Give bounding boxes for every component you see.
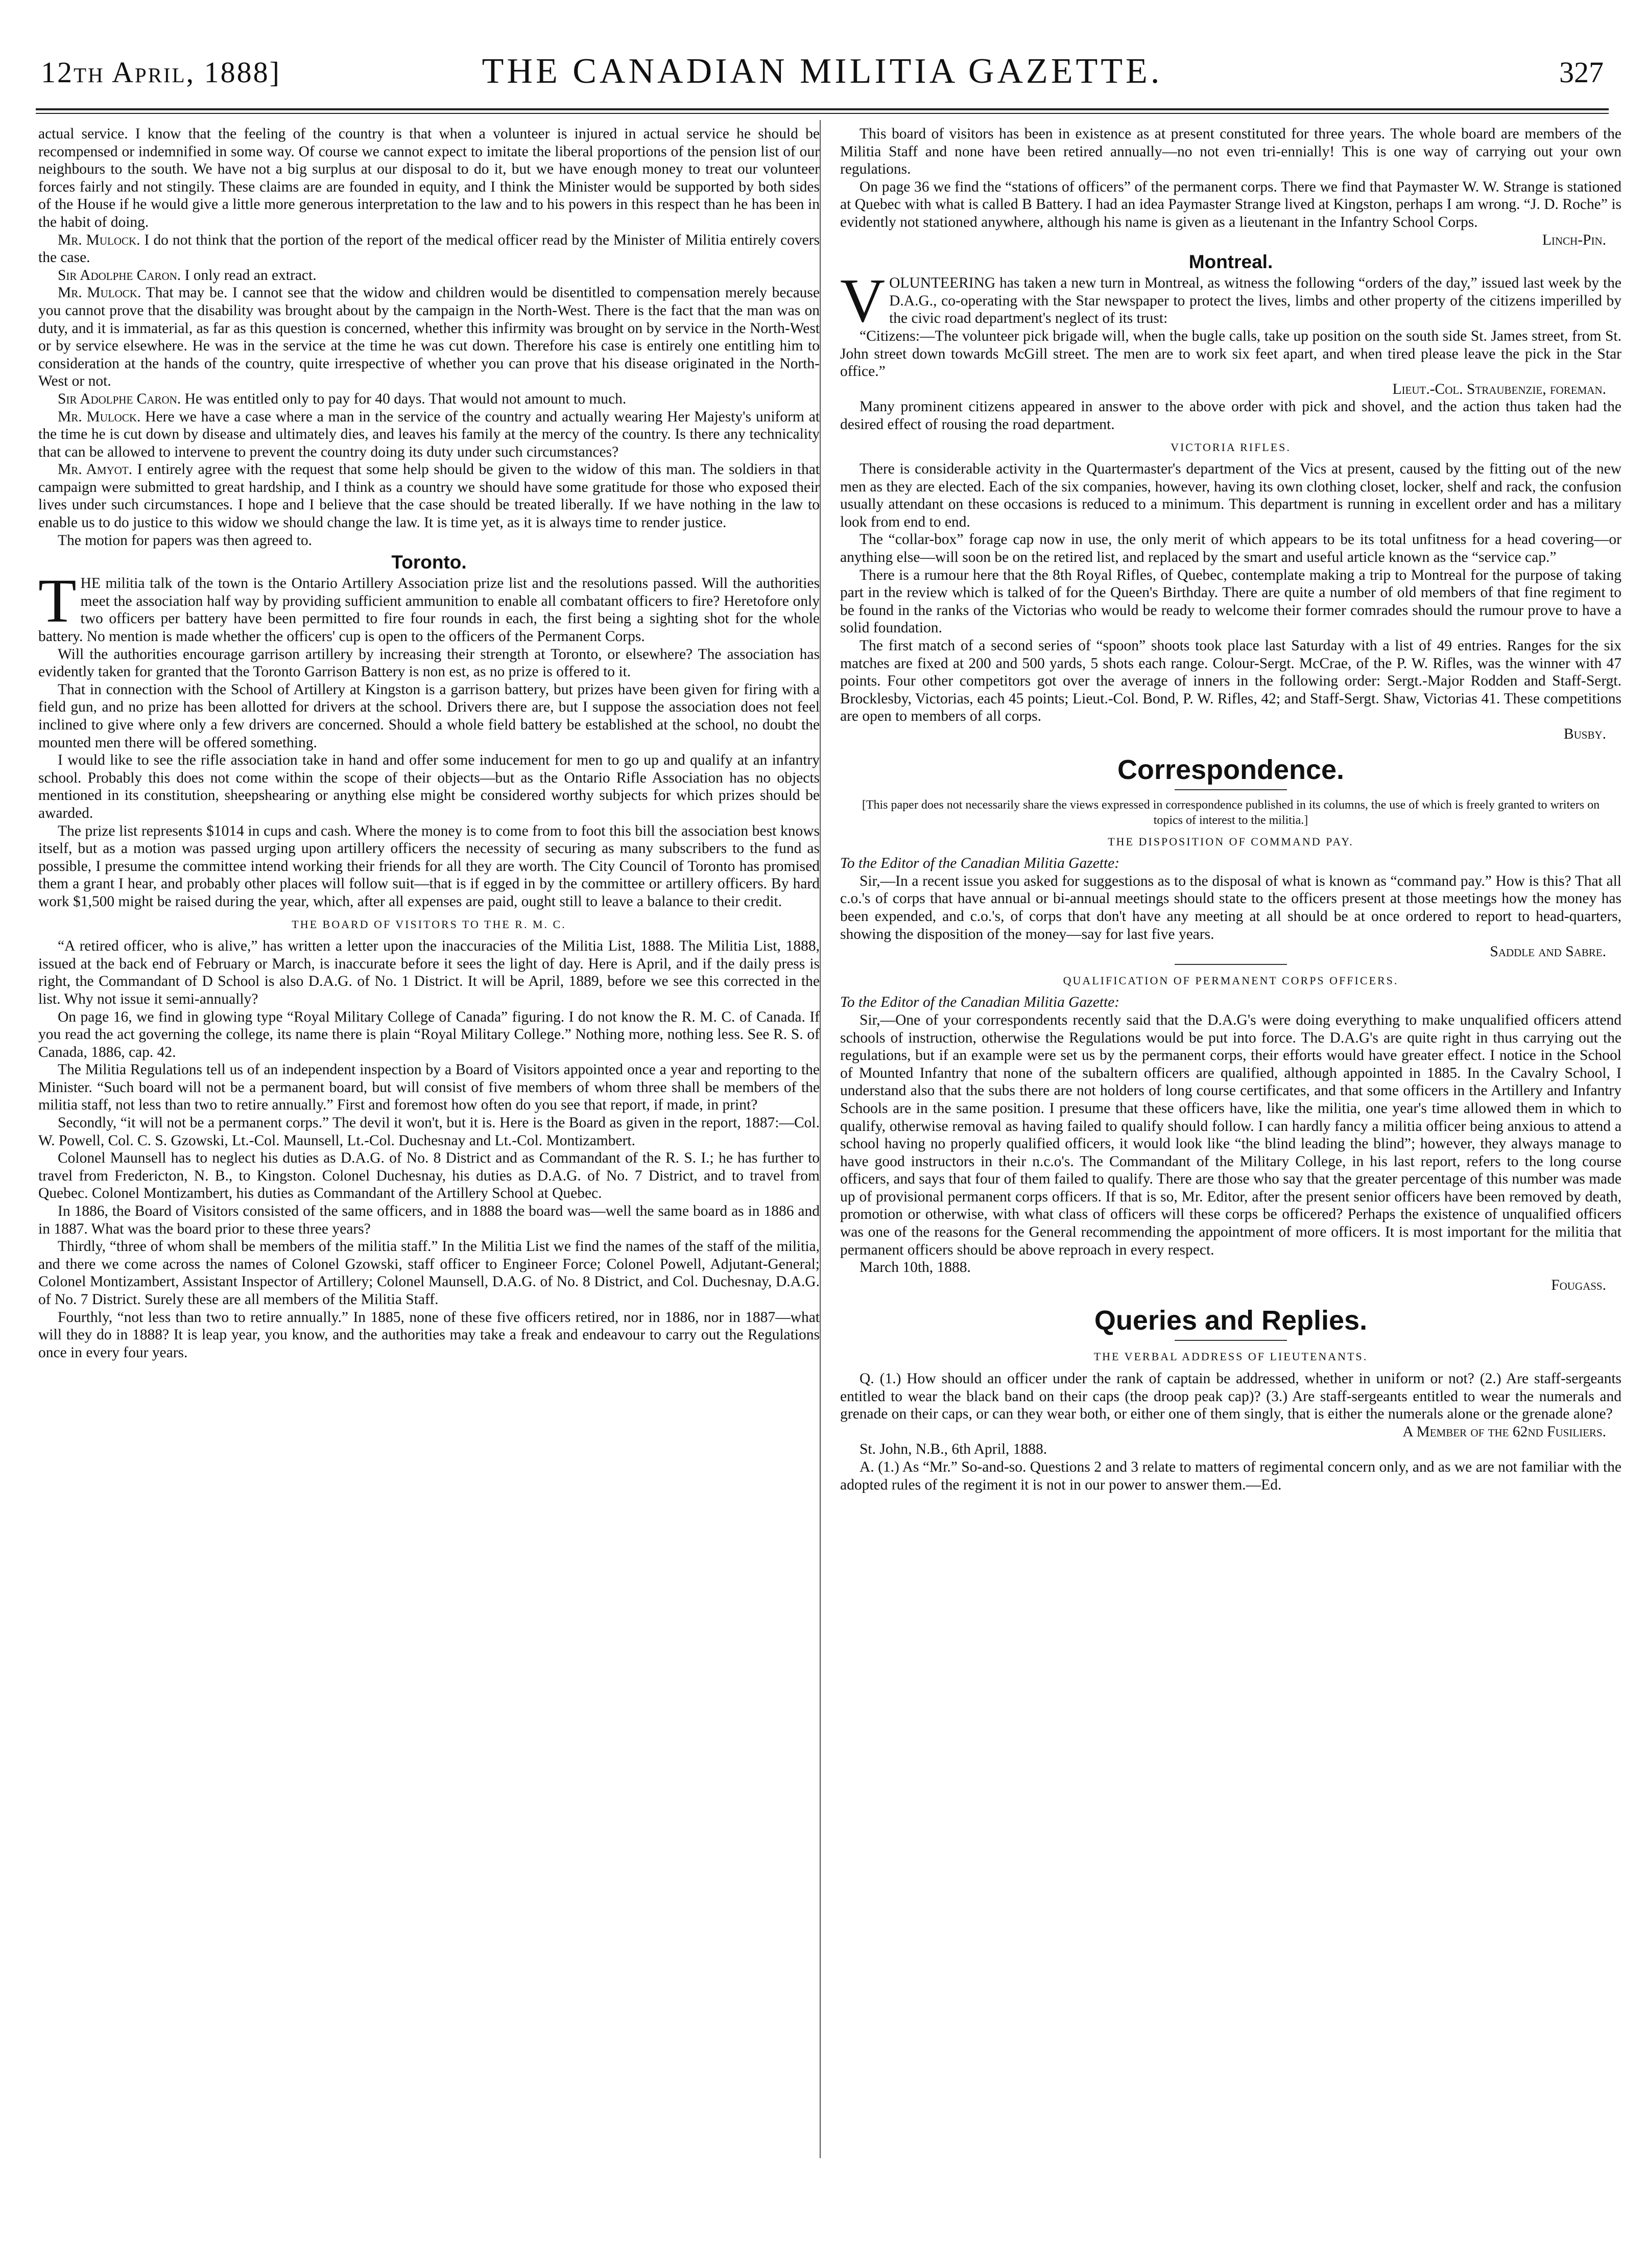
signature: Linch-Pin.: [1542, 231, 1606, 248]
editorial-note: [This paper does not necessarily share the views expressed in correspondence published in its columns, the use of which is freely granted to writers on topics of interest to the militia.]: [862, 798, 1600, 827]
paragraph: Fourthly, “not less than two to retire annually.” In 1885, none of these five officers retired, nor in 1886, nor in 1887—what will they do in 1888? It is leap year, you know, and the authorities may take a freak and endeavour to carry out the Regulations once in every four years.: [38, 1309, 820, 1361]
section-heading-correspondence: Correspondence.: [1117, 754, 1345, 785]
subheading-board-of-visitors: THE BOARD OF VISITORS TO THE R. M. C.: [292, 917, 566, 931]
paragraph: Secondly, “it will not be a permanent corps.” The devil it won't, but it is. Here is the Board as given in the report, 1887:—Col. W. Powell, Col. C. S. Gzowski, Lt.-Col. Maunsell, Lt.-Col. Duchesnay and Lt.-Col. Montizambert.: [38, 1115, 820, 1149]
heading-rule: [1175, 789, 1287, 790]
letter-salutation: To the Editor of the Canadian Militia Gazette:: [840, 855, 1120, 872]
paragraph: [840, 266, 1621, 336]
left-column: [38, 125, 820, 1361]
masthead-rule-bottom: [36, 113, 1609, 114]
paragraph: On page 36 we find the “stations of officers” of the permanent corps. There we find that Paymaster W. W. Strange is stationed at Quebec with what is called B Battery. I had an idea Paymaster Strange lived at Kingston, perhaps I am wrong. “J. D. Roche” is evidently not stationed anywhere, although his name is given as a lieutenant in the Infantry School Corps.: [840, 178, 1621, 230]
drop-cap: V: [840, 266, 886, 336]
masthead-rule-top: [36, 108, 1609, 110]
paragraph: Sir,—One of your correspondents recently said that the D.A.G's were doing everything to make unqualified officers attend schools of instruction, otherwise the Regulations would be put into force. The D.A.G's are quite right in thus carrying out the regulations, but if an example were set us by the permanent corps, their efforts would have greater effect. I notice in the School of Mounted Infantry that none of the subaltern officers are qualified, although appointed in 1885. In the Cavalry School, I understand also that the subs there are not holders of long course certificates, and that some officers in the Artillery and Infantry Schools are in the same position. I presume that these officers have, like the militia, one year's time allowed them in which to qualify, otherwise removal as having failed to qualify should follow. I can hardly fancy a militia officer being anxious to attend a school having no properly qualified officers, it would look like “the blind leading the blind”; however, they always manage to have good instructors in their n.c.o's. The Commandant of the Military College, in his last report, refers to the long course officers, and says that four of them failed to qualify. There are those who say that the greater percentage of this number was made up of provisional permanent corps officers. If that is so, Mr. Editor, after the present senior officers have been removed by death, promotion or otherwise, with what class of officers will these corps be officered? Perhaps the existence of unqualified officers was one of the reasons for the General recommending the appointment of more officers. It is most important for the militia that permanent officers should be above reproach in every respect.: [840, 1011, 1621, 1258]
heading-rule: [1175, 1340, 1287, 1341]
section-rule: [1175, 964, 1287, 965]
paragraph: The “collar-box” forage cap now in use, the only merit of which appears to be its total unfitness for a head covering—or anything else—will soon be on the retired list, and replaced by the smart and useful article known as the “service cap.”: [840, 531, 1621, 566]
speaker: Mr. Mulock.: [58, 231, 140, 248]
paragraph: On page 16, we find in glowing type “Royal Military College of Canada” figuring. I do not know the R. M. C. of Canada. If you read the act governing the college, its name there is plain “Royal Military College.” Nothing more, nothing less. See R. S. of Canada, 1886, cap. 42.: [38, 1008, 820, 1060]
speech: [38, 284, 820, 390]
subheading-verbal-address: THE VERBAL ADDRESS OF LIEUTENANTS.: [1093, 1350, 1368, 1363]
paragraph: I would like to see the rifle association take in hand and offer some inducement for men to go up and qualify at an infantry school. Probably this does not come within the scope of their objects—but as the Ontario Rifle Association has no objects mentioned in its constitution, sheepshearing or anything else might be considered worthy subjects for which prizes should be awarded.: [38, 752, 820, 821]
paragraph: “Citizens:—The volunteer pick brigade will, when the bugle calls, take up position on the south side St. James street, from St. John street down towards McGill street. The men are to work six feet apart, and when tired please leave the pick in the Star office.”: [840, 327, 1621, 380]
paragraph: In 1886, the Board of Visitors consisted of the same officers, and in 1888 the board was—well the same board as in 1886 and in 1887. What was the board prior to these three years?: [38, 1203, 820, 1237]
subheading-command-pay: THE DISPOSITION OF COMMAND PAY.: [1108, 835, 1354, 848]
paragraph: Many prominent citizens appeared in answer to the above order with pick and shovel, and the action thus taken had the desired effect of rousing the road department.: [840, 398, 1621, 433]
paragraph-text: HE militia talk of the town is the Ontario Artillery Association prize list and the resolutions passed. Will the authorities meet the association half way by providing sufficient ammunition to enable all combatant officers to fire? Heretofore only two officers per battery have been permitted to fire four rounds in each, the first being a sighting shot for the whole battery. No mention is made whether the officers' cup is open to the officers of the Permanent Corps.: [38, 575, 820, 645]
column-divider: [820, 120, 821, 2158]
paragraph: A. (1.) As “Mr.” So-and-so. Questions 2 and 3 relate to matters of regimental concern only, and as we are not familiar with the adopted rules of the regiment it is not in our power to answer them.—Ed.: [840, 1459, 1621, 1493]
paragraph-text: OLUNTEERING has taken a new turn in Montreal, as witness the following “orders of the day,” issued last week by the D.A.G., co-operating with the Star newspaper to protect the lives, limbs and other property of the citizens imperilled by the civic road department's neglect of its trust:: [889, 275, 1621, 327]
speech: [38, 267, 820, 285]
masthead: [36, 51, 1609, 112]
paragraph: There is a rumour here that the 8th Royal Rifles, of Quebec, contemplate making a trip to Montreal for the purpose of taking part in the review which is talked of for the Queen's Birthday. There are quite a number of old members of that fine regiment to be found in the ranks of the Victorias who would be ready to welcome their former comrades should the rumour prove to have a solid foundation.: [840, 566, 1621, 636]
section-heading-toronto: Toronto.: [391, 552, 467, 573]
paragraph: There is considerable activity in the Quartermaster's department of the Vics at present, caused by the fitting out of the new men as they are elected. Each of the six companies, however, having its own clothing closet, locker, shelf and rack, the confusion usually attendant on these occasions is reduced to a minimum. This department is running in excellent order and has a military look from end to end.: [840, 461, 1621, 530]
paragraph: That in connection with the School of Artillery at Kingston is a garrison battery, but prizes have been given for firing with a field gun, and no prize has been allotted for drivers at the school. Drivers there are, but I suppose the association does not feel inclined to give where only a few drivers are concerned. Should a whole field battery be established at the school, no doubt the mounted men there will be offered something.: [38, 681, 820, 751]
paragraph: The motion for papers was then agreed to.: [58, 532, 313, 549]
paragraph: The prize list represents $1014 in cups and cash. Where the money is to come from to foot this bill the association best knows itself, but as a motion was passed urging upon artillery officers the necessity of securing as many subscribers to the fund as possible, I presume the committee intend working their friends for all they are worth. The City Council of Toronto has promised them a grant I hear, and probably other places will follow suit—that is if egged in by the committee or artillery officers. By hard work $1,500 might be raised during the year, which, after all expenses are paid, ought still to leave a balance to their credit.: [38, 822, 820, 910]
speech: [38, 231, 820, 267]
speech: [38, 461, 820, 531]
subheading-qualification: QUALIFICATION OF PERMANENT CORPS OFFICERS.: [1063, 974, 1399, 987]
signature: A Member of the 62nd Fusiliers.: [1402, 1423, 1606, 1440]
letter-salutation: To the Editor of the Canadian Militia Gazette:: [840, 994, 1120, 1011]
signature: Fougass.: [1551, 1277, 1606, 1293]
drop-cap: T: [38, 566, 77, 636]
speech-text: I only read an extract.: [184, 267, 317, 284]
speech: [38, 408, 820, 461]
speaker: Mr. Mulock.: [58, 408, 141, 425]
speaker: Mr. Mulock.: [58, 285, 141, 301]
right-column: [840, 125, 1621, 1494]
paragraph: actual service. I know that the feeling of the country is that when a volunteer is injured in actual service he should be recompensed or indemnified in some way. Of course we cannot expect to imitate the liberal proportions of the pension list of our neighbours to the south. We have not a big surplus at our disposal to do it, but we have enough money to treat our volunteer forces fairly and not stingily. These claims are are founded in equity, and I think the Minister would be supported by both sides of the House if he would give a little more generous interpretation to the law and to his powers in this respect than he has been in the habit of doing.: [38, 126, 820, 230]
paragraph: [38, 566, 820, 645]
speech-text: I do not think that the portion of the report of the medical officer read by the Minister of Militia entirely covers the case.: [38, 231, 820, 266]
issue-date: 12th April, 1888]: [41, 56, 281, 89]
signature: Lieut.-Col. Straubenzie, foreman.: [1392, 381, 1606, 397]
speech: [38, 390, 820, 408]
signature: Saddle and Sabre.: [1490, 943, 1606, 960]
paragraph: Sir,—In a recent issue you asked for suggestions as to the disposal of what is known as “command pay.” How is this? That all c.o.'s of corps that have annual or bi-annual meetings should state to the officers present at those meetings how the money has been expended, and c.o.'s, of corps that don't have any meeting at all should be at once ordered to report to head-quarters, showing the disposition of the money—say for last five years.: [840, 872, 1621, 942]
paragraph: This board of visitors has been in existence as at present constituted for three years. The whole board are members of the Militia Staff and none have been retired annually—no not even tri-ennially! This is one way of carrying out your own regulations.: [840, 126, 1621, 178]
section-heading-queries: Queries and Replies.: [1094, 1305, 1368, 1336]
paragraph: Will the authorities encourage garrison artillery by increasing their strength at Toronto, or elsewhere? The association has evidently taken for granted that the Toronto Garrison Battery is non est, as no prize is offered to it.: [38, 646, 820, 680]
paragraph: St. John, N.B., 6th April, 1888.: [860, 1441, 1047, 1458]
speech-text: That may be. I cannot see that the widow and children would be disentitled to compensation merely because you cannot prove that the disability was brought about by the campaign in the North-West. There is the fact that the man was on duty, and it is immaterial, as far as this question is concerned, whether this infirmity was brought on by service in the North-West or by service elsewhere. He was in the service at the time he was cut down. Therefore his case is entirely one entitling him to consideration at the hands of the country, quite irrespective of whether you can prove that his disease originated in the North-West or not.: [38, 285, 820, 390]
signature: Busby.: [1563, 726, 1606, 742]
paragraph: Thirdly, “three of whom shall be members of the militia staff.” In the Militia List we find the names of the staff of the militia, and there we come across the names of Colonel Gzowski, staff officer to Engineer Force; Colonel Powell, Adjutant-General; Colonel Montizambert, Assistant Inspector of Artillery; Colonel Maunsell, D.A.G. of No. 8 District, and Col. Duchesnay, D.A.G. of No. 7 District. Surely these are all members of the Militia Staff.: [38, 1238, 820, 1308]
paragraph: Colonel Maunsell has to neglect his duties as D.A.G. of No. 8 District and as Commandant of the R. S. I.; he has further to travel from Fredericton, N. B., to Kingston. Colonel Duchesnay, his duties as D.A.G. of No. 7 District, and to travel from Quebec. Colonel Montizambert, his duties as Commandant of the Artillery School at Quebec.: [38, 1150, 820, 1202]
paragraph: Q. (1.) How should an officer under the rank of captain be addressed, whether in uniform or not? (2.) Are staff-sergeants entitled to wear the black band on their caps (the droop peak cap)? (3.) Are staff-sergeants entitled to wear the numerals and grenade on their caps, or can they wear both, or either one of them singly, that is either the numerals alone or the grenade alone?: [840, 1371, 1621, 1423]
speaker: Sir Adolphe Caron.: [58, 390, 181, 407]
speaker: Mr. Amyot.: [58, 461, 133, 478]
section-heading-montreal: Montreal.: [1188, 251, 1273, 273]
page-number: 327: [1559, 56, 1604, 89]
speech-text: I entirely agree with the request that some help should be given to the widow of this man. The soldiers in that campaign were submitted to great hardship, and I think as a country we should have some gratitude for those who exposed their lives under such circumstances. I hope and I believe that the case should be treated liberally. If we have nothing in the law to enable us to do justice to this widow we should change the law. It is time yet, as it is always time to render justice.: [38, 461, 820, 531]
subheading-victoria-rifles: VICTORIA RIFLES.: [1171, 440, 1291, 454]
speech-text: Here we have a case where a man in the service of the country and actually wearing Her Majesty's uniform at the time he is cut down by disease and ultimately dies, and leaves his family at the mercy of the country. Is there any technicality that can be allowed to intervene to prevent the country doing its duty under such circumstances?: [38, 408, 820, 460]
speech-text: He was entitled only to pay for 40 days. That would not amount to much.: [184, 390, 627, 407]
speaker: Sir Adolphe Caron.: [58, 267, 181, 284]
paragraph: The Militia Regulations tell us of an independent inspection by a Board of Visitors appointed once a year and reporting to the Minister. “Such board will not be a permanent board, but will consist of five members of whom three shall be members of the militia staff, not less than two to retire annually.” First and foremost how often do you see that report, if made, in print?: [38, 1061, 820, 1114]
paragraph: “A retired officer, who is alive,” has written a letter upon the inaccuracies of the Militia List, 1888. The Militia List, 1888, issued at the back end of February or March, is inaccurate before it sees the light of day. Here is April, and if the daily press is right, the Commandant of D School is also D.A.G. of No. 1 District. It will be April, 1889, before we see this corrected in the list. Why not issue it semi-annually?: [38, 938, 820, 1007]
letter-date: March 10th, 1888.: [860, 1259, 971, 1276]
publication-title: THE CANADIAN MILITIA GAZETTE.: [482, 52, 1163, 91]
paragraph: The first match of a second series of “spoon” shoots took place last Saturday with a list of 49 entries. Ranges for the six matches are fixed at 200 and 500 yards, 5 shots each range. Colour-Sergt. McCrae, of the P. W. Rifles, was the winner with 47 points. Four other competitors got over the average of inners in the following order: Sergt.-Major Rodden and Staff-Sergt. Brocklesby, Victorias, each 45 points; Lieut.-Col. Bond, P. W. Rifles, 42; and Staff-Sergt. Shaw, Victorias 41. These competitions are open to members of all corps.: [840, 637, 1621, 725]
